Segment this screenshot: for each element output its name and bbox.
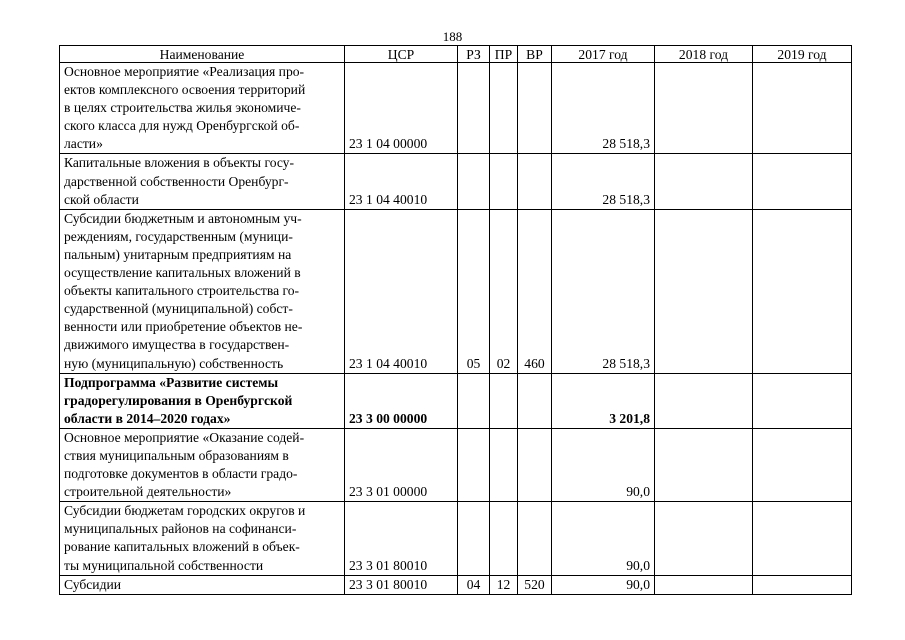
cell-rz: [458, 373, 490, 428]
cell-2019: [753, 428, 852, 501]
row-name-text: Основное мероприятие «Оказание содей- ствия муниципальным образованиям в подготовке документов в области градо- строительной деятельности»: [64, 429, 305, 500]
cell-csr: 23 1 04 40010: [345, 154, 458, 209]
cell-rz: 04: [458, 575, 490, 594]
cell-name: [60, 63, 345, 154]
header-2018: 2018 год: [655, 46, 753, 63]
table-row: [60, 502, 852, 575]
cell-csr: 23 3 01 80010: [345, 575, 458, 594]
header-vr: ВР: [518, 46, 552, 63]
cell-2018: [655, 63, 753, 154]
cell-pr: [490, 63, 518, 154]
cell-2017: 28 518,3: [552, 154, 655, 209]
row-name-text: Субсидии: [64, 576, 122, 592]
cell-name: [60, 154, 345, 209]
cell-vr: [518, 428, 552, 501]
cell-name: [60, 502, 345, 575]
row-name-text: Субсидии бюджетным и автономным уч- реждениям, государственным (муници- пальным) унитарным предприятиям на осуществление капитальных вложений в объекты капитального строительства го- сударственной (муниципальной) собст- венности или приобретение объектов не- движимого имущества в государствен- ную (муниципальную) собственность: [64, 210, 303, 371]
cell-2019: [753, 575, 852, 594]
table-row: [60, 373, 852, 428]
cell-rz: [458, 63, 490, 154]
cell-pr: [490, 428, 518, 501]
cell-rz: 05: [458, 209, 490, 373]
cell-2017: 90,0: [552, 428, 655, 501]
cell-pr: [490, 502, 518, 575]
cell-2018: [655, 575, 753, 594]
cell-rz: [458, 502, 490, 575]
cell-2019: [753, 209, 852, 373]
cell-csr: 23 3 01 80010: [345, 502, 458, 575]
cell-vr: [518, 373, 552, 428]
cell-vr: [518, 154, 552, 209]
cell-pr: 12: [490, 575, 518, 594]
cell-vr: [518, 63, 552, 154]
row-name-text: Основное мероприятие «Реализация про- ектов комплексного освоения территорий в целях строительства жилья экономиче- ского класса для нужд Оренбургской об- ласти»: [64, 64, 306, 152]
budget-table: [59, 45, 852, 595]
row-name-text: Капитальные вложения в объекты госу- дарственной собственности Оренбург- ской области: [64, 155, 295, 207]
row-name-text: Подпрограмма «Развитие системы градорегулирования в Оренбургской области в 2014–2020 годах»: [64, 374, 293, 426]
table-header-row: [60, 46, 852, 63]
cell-2017: 28 518,3: [552, 63, 655, 154]
cell-rz: [458, 428, 490, 501]
cell-csr: 23 1 04 00000: [345, 63, 458, 154]
cell-2017: 28 518,3: [552, 209, 655, 373]
row-name-text: Субсидии бюджетам городских округов и муниципальных районов на софинанси- рование капитальных вложений в объек- ты муниципальной собственности: [64, 503, 306, 573]
cell-name: [60, 428, 345, 501]
cell-2018: [655, 428, 753, 501]
cell-pr: 02: [490, 209, 518, 373]
cell-pr: [490, 154, 518, 209]
header-pr: ПР: [490, 46, 518, 63]
header-2019: 2019 год: [753, 46, 852, 63]
header-csr: ЦСР: [345, 46, 458, 63]
cell-2018: [655, 373, 753, 428]
cell-name: [60, 209, 345, 373]
header-rz: РЗ: [458, 46, 490, 63]
cell-csr: 23 3 00 00000: [345, 373, 458, 428]
table-row: [60, 428, 852, 501]
cell-csr: 23 3 01 00000: [345, 428, 458, 501]
cell-vr: 460: [518, 209, 552, 373]
cell-2019: [753, 154, 852, 209]
table-body: [60, 63, 852, 595]
cell-2018: [655, 154, 753, 209]
cell-2018: [655, 209, 753, 373]
table-row: [60, 575, 852, 594]
cell-rz: [458, 154, 490, 209]
table-row: [60, 209, 852, 373]
cell-2017: 90,0: [552, 575, 655, 594]
cell-csr: 23 1 04 40010: [345, 209, 458, 373]
cell-name: [60, 373, 345, 428]
cell-vr: 520: [518, 575, 552, 594]
cell-vr: [518, 502, 552, 575]
table-row: [60, 63, 852, 154]
cell-2019: [753, 373, 852, 428]
cell-2019: [753, 63, 852, 154]
cell-name: [60, 575, 345, 594]
cell-pr: [490, 373, 518, 428]
cell-2018: [655, 502, 753, 575]
page-number: 188: [442, 29, 463, 44]
header-name: Наименование: [60, 46, 345, 63]
cell-2017: 90,0: [552, 502, 655, 575]
cell-2019: [753, 502, 852, 575]
header-2017: 2017 год: [552, 46, 655, 63]
cell-2017: 3 201,8: [552, 373, 655, 428]
table-row: [60, 154, 852, 209]
